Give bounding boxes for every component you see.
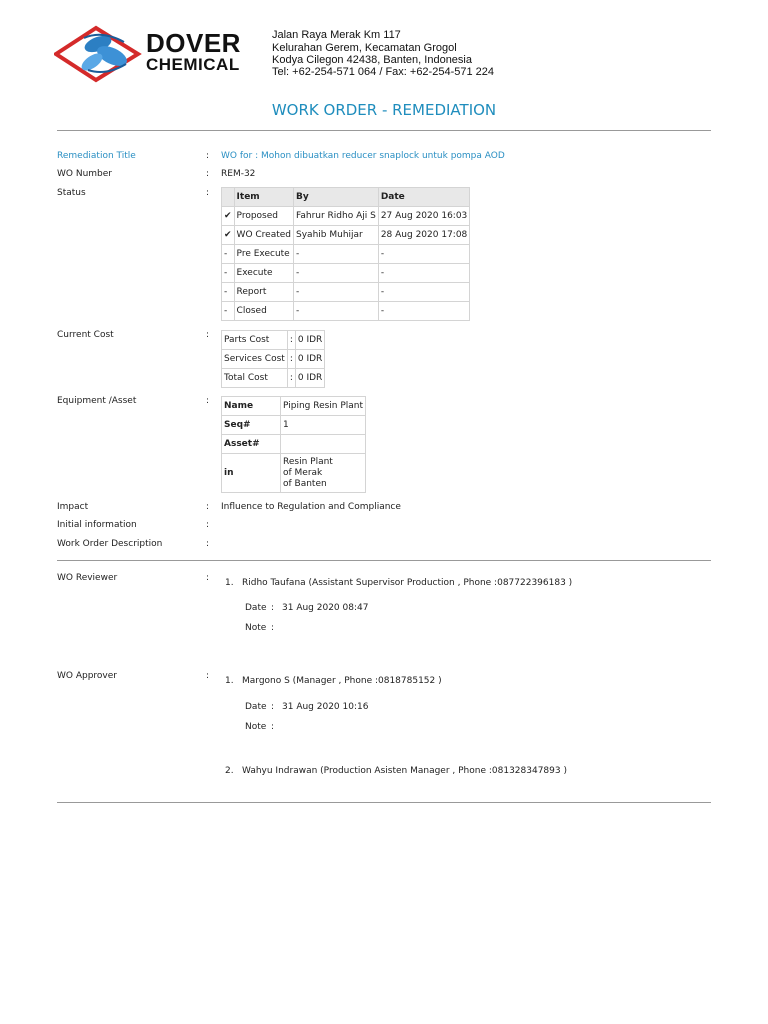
approver-date: 31 Aug 2020 10:16 <box>282 702 369 712</box>
wo-description-label: Work Order Description <box>57 539 163 549</box>
asset-table <box>221 396 366 493</box>
status-mark: - <box>222 283 235 302</box>
separator: : <box>206 169 210 179</box>
status-mark: - <box>222 245 235 264</box>
cost-value: 0 IDR <box>295 369 324 388</box>
company-name-line2: CHEMICAL <box>146 55 240 74</box>
separator: : <box>206 330 210 340</box>
asset-name-value: Piping Resin Plant <box>281 397 366 416</box>
company-name-line1: DOVER <box>146 28 241 58</box>
initial-info-label: Initial information <box>57 520 137 530</box>
separator: : <box>287 369 295 388</box>
asset-number-value <box>281 435 366 454</box>
separator: : <box>287 331 295 350</box>
separator: : <box>271 603 275 613</box>
separator: : <box>271 702 275 712</box>
cost-label: Parts Cost <box>222 331 288 350</box>
approver-number: 2. <box>225 766 234 776</box>
status-mark: ✔ <box>222 226 235 245</box>
remediation-title-value: WO for : Mohon dibuatkan reducer snaplock untuk pompa AOD <box>221 151 505 161</box>
table-row <box>222 454 366 493</box>
approver-note-label: Note <box>245 722 267 732</box>
table-row <box>222 435 366 454</box>
status-date: 28 Aug 2020 17:08 <box>378 226 469 245</box>
table-row <box>222 397 366 416</box>
asset-location-label: in <box>222 454 281 493</box>
separator: : <box>206 539 210 549</box>
separator: : <box>206 573 210 583</box>
table-row <box>222 226 470 245</box>
separator: : <box>206 502 210 512</box>
status-by: - <box>294 245 379 264</box>
status-label: Status <box>57 188 86 198</box>
column-header: Item <box>234 188 293 207</box>
column-header: By <box>294 188 379 207</box>
table-row <box>222 283 470 302</box>
table-row <box>222 369 325 388</box>
equipment-label: Equipment /Asset <box>57 396 137 406</box>
contact-line: Tel: +62-254-571 064 / Fax: +62-254-571 224 <box>272 66 494 78</box>
separator: : <box>271 722 275 732</box>
cost-label: Services Cost <box>222 350 288 369</box>
table-row <box>222 302 470 321</box>
status-mark: - <box>222 264 235 283</box>
document-title: WORK ORDER - REMEDIATION <box>271 101 497 119</box>
impact-value: Influence to Regulation and Compliance <box>221 502 401 512</box>
table-row <box>222 331 325 350</box>
separator: : <box>206 520 210 530</box>
status-by: Fahrur Ridho Aji S <box>294 207 379 226</box>
status-by: - <box>294 302 379 321</box>
location-line: of Merak <box>283 467 323 478</box>
status-table-header <box>222 188 470 207</box>
table-row <box>222 264 470 283</box>
reviewer-person: Ridho Taufana (Assistant Supervisor Production , Phone :087722396183 ) <box>242 578 573 588</box>
status-item: Report <box>234 283 293 302</box>
address-line: Kelurahan Gerem, Kecamatan Grogol <box>272 42 457 54</box>
table-row <box>222 207 470 226</box>
cost-value: 0 IDR <box>295 331 324 350</box>
location-line: Resin Plant <box>283 456 333 467</box>
reviewer-date: 31 Aug 2020 08:47 <box>282 603 369 613</box>
current-cost-label: Current Cost <box>57 330 114 340</box>
table-row <box>222 416 366 435</box>
impact-label: Impact <box>57 502 89 512</box>
asset-name-label: Name <box>222 397 281 416</box>
column-header: Date <box>378 188 469 207</box>
status-table <box>221 187 470 321</box>
separator: : <box>206 188 210 198</box>
wo-number-label: WO Number <box>57 169 112 179</box>
status-by: - <box>294 283 379 302</box>
status-mark: - <box>222 302 235 321</box>
divider <box>57 560 711 561</box>
reviewer-number: 1. <box>225 578 234 588</box>
cost-label: Total Cost <box>222 369 288 388</box>
approver-person: Margono S (Manager , Phone :0818785152 ) <box>242 676 442 686</box>
reviewer-label: WO Reviewer <box>57 573 118 583</box>
divider <box>57 130 711 131</box>
status-date: - <box>378 264 469 283</box>
status-item: Pre Execute <box>234 245 293 264</box>
separator: : <box>271 623 275 633</box>
separator: : <box>287 350 295 369</box>
status-item: WO Created <box>234 226 293 245</box>
status-date: 27 Aug 2020 16:03 <box>378 207 469 226</box>
status-by: - <box>294 264 379 283</box>
separator: : <box>206 151 210 161</box>
table-row <box>222 350 325 369</box>
asset-location-value <box>281 454 366 493</box>
cost-value: 0 IDR <box>295 350 324 369</box>
wo-number-value: REM-32 <box>221 169 256 179</box>
asset-number-label: Asset# <box>222 435 281 454</box>
cost-table <box>221 330 325 388</box>
location-line: of Banten <box>283 478 327 489</box>
approver-label: WO Approver <box>57 671 117 681</box>
asset-seq-value: 1 <box>281 416 366 435</box>
address-line: Kodya Cilegon 42438, Banten, Indonesia <box>272 54 472 66</box>
approver-person: Wahyu Indrawan (Production Asisten Manager , Phone :081328347893 ) <box>242 766 567 776</box>
separator: : <box>206 396 210 406</box>
status-date: - <box>378 245 469 264</box>
logo-figure-icon <box>79 33 130 74</box>
status-mark: ✔ <box>222 207 235 226</box>
reviewer-date-label: Date <box>245 603 267 613</box>
status-item: Execute <box>234 264 293 283</box>
status-date: - <box>378 302 469 321</box>
status-by: Syahib Muhijar <box>294 226 379 245</box>
status-item: Closed <box>234 302 293 321</box>
asset-seq-label: Seq# <box>222 416 281 435</box>
status-item: Proposed <box>234 207 293 226</box>
address-line: Jalan Raya Merak Km 117 <box>272 29 401 41</box>
divider <box>57 802 711 803</box>
approver-number: 1. <box>225 676 234 686</box>
reviewer-note-label: Note <box>245 623 267 633</box>
table-row <box>222 245 470 264</box>
approver-date-label: Date <box>245 702 267 712</box>
remediation-title-label: Remediation Title <box>57 151 136 161</box>
separator: : <box>206 671 210 681</box>
status-date: - <box>378 283 469 302</box>
